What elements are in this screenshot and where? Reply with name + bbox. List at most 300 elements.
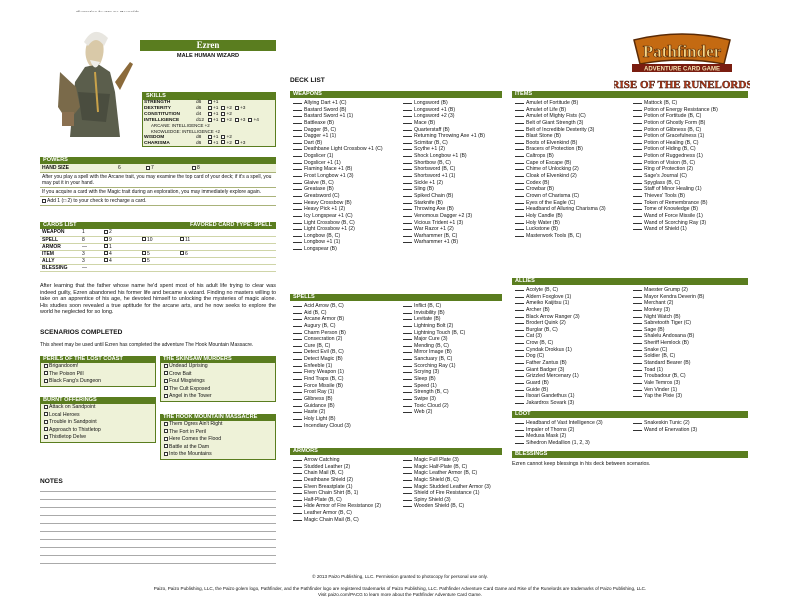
- deck-card-entry[interactable]: [515, 320, 580, 327]
- deck-card-entry[interactable]: [293, 160, 383, 167]
- count-line[interactable]: [633, 166, 642, 170]
- count-line[interactable]: [403, 369, 412, 373]
- count-line[interactable]: [293, 166, 302, 170]
- note-line[interactable]: [40, 539, 276, 540]
- scenario-item[interactable]: [41, 378, 155, 386]
- deck-card-entry[interactable]: [293, 153, 383, 160]
- count-line[interactable]: [293, 113, 302, 117]
- checkbox[interactable]: [104, 258, 108, 262]
- deck-card-entry[interactable]: [403, 490, 491, 497]
- count-line[interactable]: [633, 307, 642, 311]
- deck-card-entry[interactable]: [403, 484, 491, 491]
- deck-card-entry[interactable]: [403, 113, 485, 120]
- deck-card-entry[interactable]: [293, 100, 383, 107]
- checkbox[interactable]: [104, 237, 108, 241]
- count-line[interactable]: [403, 113, 412, 117]
- deck-card-entry[interactable]: [403, 200, 485, 207]
- count-line[interactable]: [403, 497, 412, 501]
- deck-card-entry[interactable]: [633, 100, 718, 107]
- deck-card-entry[interactable]: [293, 517, 381, 524]
- deck-card-entry[interactable]: [293, 220, 383, 227]
- count-line[interactable]: [633, 173, 642, 177]
- checkbox[interactable]: [44, 364, 48, 368]
- scenario-item[interactable]: [161, 393, 275, 401]
- scenario-item[interactable]: [161, 386, 275, 394]
- count-line[interactable]: [293, 376, 302, 380]
- deck-card-entry[interactable]: [293, 323, 351, 330]
- deck-card-entry[interactable]: [515, 120, 606, 127]
- deck-card-entry[interactable]: [403, 323, 465, 330]
- scenario-item[interactable]: [161, 421, 275, 429]
- count-line[interactable]: [633, 427, 642, 431]
- deck-card-entry[interactable]: [633, 153, 718, 160]
- count-line[interactable]: [633, 333, 642, 337]
- deck-card-entry[interactable]: [403, 120, 485, 127]
- deck-card-entry[interactable]: [515, 133, 606, 140]
- count-line[interactable]: [633, 146, 642, 150]
- deck-card-entry[interactable]: [633, 373, 704, 380]
- count-line[interactable]: [515, 420, 524, 424]
- count-line[interactable]: [515, 327, 524, 331]
- count-line[interactable]: [633, 420, 642, 424]
- skill-bonus-option[interactable]: [235, 106, 245, 111]
- checkbox[interactable]: [142, 237, 146, 241]
- checkbox[interactable]: [142, 258, 146, 262]
- count-line[interactable]: [403, 343, 412, 347]
- scenario-item[interactable]: [161, 451, 275, 459]
- checkbox[interactable]: [104, 244, 108, 248]
- count-line[interactable]: [293, 133, 302, 137]
- count-line[interactable]: [293, 517, 302, 521]
- count-line[interactable]: [403, 310, 412, 314]
- checkbox[interactable]: [44, 371, 48, 375]
- deck-card-entry[interactable]: [293, 303, 351, 310]
- deck-card-entry[interactable]: [515, 380, 580, 387]
- count-line[interactable]: [403, 120, 412, 124]
- deck-card-entry[interactable]: [633, 120, 718, 127]
- deck-card-entry[interactable]: [403, 107, 485, 114]
- count-line[interactable]: [403, 166, 412, 170]
- count-line[interactable]: [403, 409, 412, 413]
- checkbox[interactable]: [164, 371, 168, 375]
- deck-card-entry[interactable]: [403, 173, 485, 180]
- deck-card-entry[interactable]: [515, 107, 606, 114]
- deck-card-entry[interactable]: [403, 166, 485, 173]
- deck-card-entry[interactable]: [515, 127, 606, 134]
- checkbox[interactable]: [235, 118, 239, 122]
- checkbox[interactable]: [104, 251, 108, 255]
- count-line[interactable]: [633, 393, 642, 397]
- count-line[interactable]: [633, 340, 642, 344]
- count-line[interactable]: [293, 383, 302, 387]
- checkbox[interactable]: [208, 135, 212, 139]
- count-line[interactable]: [403, 303, 412, 307]
- count-line[interactable]: [403, 206, 412, 210]
- deck-card-entry[interactable]: [633, 113, 718, 120]
- count-line[interactable]: [293, 146, 302, 150]
- checkbox[interactable]: [104, 230, 108, 234]
- count-line[interactable]: [293, 503, 302, 507]
- count-line[interactable]: [403, 186, 412, 190]
- deck-card-entry[interactable]: [403, 127, 485, 134]
- deck-card-entry[interactable]: [293, 180, 383, 187]
- count-line[interactable]: [293, 246, 302, 250]
- count-line[interactable]: [403, 477, 412, 481]
- count-line[interactable]: [403, 464, 412, 468]
- deck-card-entry[interactable]: [633, 333, 704, 340]
- deck-card-entry[interactable]: [293, 246, 383, 253]
- count-line[interactable]: [403, 396, 412, 400]
- count-line[interactable]: [515, 100, 524, 104]
- deck-card-entry[interactable]: [293, 389, 351, 396]
- count-line[interactable]: [403, 200, 412, 204]
- hand-size-option[interactable]: 7: [146, 165, 186, 171]
- checkbox[interactable]: [221, 106, 225, 110]
- count-line[interactable]: [633, 206, 642, 210]
- deck-card-entry[interactable]: [515, 186, 606, 193]
- count-line[interactable]: [403, 213, 412, 217]
- count-line[interactable]: [293, 213, 302, 217]
- note-line[interactable]: [40, 563, 276, 564]
- count-line[interactable]: [293, 484, 302, 488]
- count-line[interactable]: [403, 239, 412, 243]
- deck-card-entry[interactable]: [403, 186, 485, 193]
- deck-card-entry[interactable]: [293, 330, 351, 337]
- checkbox[interactable]: [235, 106, 239, 110]
- scenario-item[interactable]: [161, 371, 275, 379]
- note-line[interactable]: [40, 555, 276, 556]
- count-line[interactable]: [403, 316, 412, 320]
- count-line[interactable]: [403, 180, 412, 184]
- deck-card-entry[interactable]: [403, 213, 485, 220]
- count-line[interactable]: [293, 336, 302, 340]
- deck-card-entry[interactable]: [515, 113, 606, 120]
- deck-card-entry[interactable]: [403, 464, 491, 471]
- deck-card-entry[interactable]: [633, 340, 704, 347]
- checkbox[interactable]: [192, 166, 196, 170]
- checkbox[interactable]: [164, 422, 168, 426]
- checkbox[interactable]: [44, 412, 48, 416]
- count-line[interactable]: [403, 336, 412, 340]
- checkbox[interactable]: [44, 427, 48, 431]
- deck-card-entry[interactable]: [633, 180, 718, 187]
- deck-card-entry[interactable]: [633, 420, 697, 427]
- deck-card-entry[interactable]: [515, 373, 580, 380]
- deck-card-entry[interactable]: [293, 396, 351, 403]
- scenario-item[interactable]: [41, 427, 155, 435]
- deck-card-entry[interactable]: [293, 376, 351, 383]
- count-line[interactable]: [293, 477, 302, 481]
- skill-bonus-option[interactable]: [208, 106, 218, 111]
- count-line[interactable]: [293, 396, 302, 400]
- count-line[interactable]: [633, 327, 642, 331]
- count-line[interactable]: [403, 323, 412, 327]
- count-line[interactable]: [633, 180, 642, 184]
- deck-card-entry[interactable]: [403, 369, 465, 376]
- count-line[interactable]: [293, 100, 302, 104]
- count-line[interactable]: [403, 226, 412, 230]
- count-line[interactable]: [633, 213, 642, 217]
- deck-card-entry[interactable]: [293, 206, 383, 213]
- deck-card-entry[interactable]: [515, 294, 580, 301]
- deck-card-entry[interactable]: [515, 340, 580, 347]
- count-line[interactable]: [403, 484, 412, 488]
- count-line[interactable]: [293, 409, 302, 413]
- checkbox[interactable]: [221, 112, 225, 116]
- count-line[interactable]: [403, 133, 412, 137]
- count-line[interactable]: [403, 107, 412, 111]
- deck-card-entry[interactable]: [633, 107, 718, 114]
- deck-card-entry[interactable]: [633, 307, 704, 314]
- count-line[interactable]: [403, 376, 412, 380]
- count-line[interactable]: [633, 380, 642, 384]
- count-line[interactable]: [515, 373, 524, 377]
- count-line[interactable]: [633, 387, 642, 391]
- count-line[interactable]: [403, 140, 412, 144]
- count-line[interactable]: [633, 360, 642, 364]
- deck-card-entry[interactable]: [403, 457, 491, 464]
- deck-card-entry[interactable]: [403, 503, 491, 510]
- scenario-item[interactable]: [161, 378, 275, 386]
- count-line[interactable]: [515, 433, 524, 437]
- checkbox[interactable]: [208, 112, 212, 116]
- count-line[interactable]: [403, 389, 412, 393]
- count-line[interactable]: [293, 470, 302, 474]
- checkbox[interactable]: [164, 364, 168, 368]
- scenario-item[interactable]: [161, 429, 275, 437]
- deck-card-entry[interactable]: [403, 160, 485, 167]
- deck-card-entry[interactable]: [293, 186, 383, 193]
- deck-card-entry[interactable]: [515, 140, 606, 147]
- deck-card-entry[interactable]: [293, 113, 383, 120]
- deck-card-entry[interactable]: [633, 320, 704, 327]
- scenario-item[interactable]: [161, 436, 275, 444]
- deck-card-entry[interactable]: [515, 193, 606, 200]
- deck-card-entry[interactable]: [293, 409, 351, 416]
- count-line[interactable]: [633, 107, 642, 111]
- count-line[interactable]: [293, 464, 302, 468]
- deck-card-entry[interactable]: [293, 336, 351, 343]
- count-line[interactable]: [633, 347, 642, 351]
- deck-card-entry[interactable]: [403, 477, 491, 484]
- deck-card-entry[interactable]: [633, 173, 718, 180]
- deck-card-entry[interactable]: [293, 140, 383, 147]
- deck-card-entry[interactable]: [633, 193, 718, 200]
- count-line[interactable]: [293, 140, 302, 144]
- count-line[interactable]: [515, 120, 524, 124]
- count-line[interactable]: [515, 200, 524, 204]
- count-line[interactable]: [515, 193, 524, 197]
- count-line[interactable]: [293, 239, 302, 243]
- deck-card-entry[interactable]: [633, 206, 718, 213]
- count-line[interactable]: [293, 316, 302, 320]
- deck-card-entry[interactable]: [293, 343, 351, 350]
- deck-card-entry[interactable]: [403, 316, 465, 323]
- count-line[interactable]: [515, 380, 524, 384]
- deck-card-entry[interactable]: [403, 239, 485, 246]
- deck-card-entry[interactable]: [515, 440, 603, 447]
- deck-card-entry[interactable]: [293, 133, 383, 140]
- hand-size-option[interactable]: 8: [192, 165, 200, 171]
- count-line[interactable]: [293, 120, 302, 124]
- deck-card-entry[interactable]: [515, 226, 606, 233]
- deck-card-entry[interactable]: [293, 484, 381, 491]
- skill-bonus-option[interactable]: [221, 135, 231, 140]
- count-line[interactable]: [293, 510, 302, 514]
- deck-card-entry[interactable]: [515, 220, 606, 227]
- deck-card-entry[interactable]: [633, 146, 718, 153]
- deck-card-entry[interactable]: [633, 393, 704, 400]
- count-line[interactable]: [515, 166, 524, 170]
- deck-card-entry[interactable]: [293, 363, 351, 370]
- deck-card-entry[interactable]: [293, 423, 351, 430]
- checkbox[interactable]: [221, 140, 225, 144]
- deck-card-entry[interactable]: [515, 400, 580, 407]
- count-line[interactable]: [293, 369, 302, 373]
- count-line[interactable]: [515, 393, 524, 397]
- deck-card-entry[interactable]: [293, 239, 383, 246]
- note-line[interactable]: [40, 507, 276, 508]
- checkbox[interactable]: [164, 437, 168, 441]
- note-line[interactable]: [40, 499, 276, 500]
- count-line[interactable]: [515, 387, 524, 391]
- deck-card-entry[interactable]: [515, 160, 606, 167]
- count-line[interactable]: [293, 423, 302, 427]
- deck-card-entry[interactable]: [515, 206, 606, 213]
- deck-card-entry[interactable]: [293, 510, 381, 517]
- checkbox[interactable]: [221, 135, 225, 139]
- count-line[interactable]: [633, 287, 642, 291]
- deck-card-entry[interactable]: [293, 464, 381, 471]
- checkbox[interactable]: [248, 118, 252, 122]
- count-line[interactable]: [515, 320, 524, 324]
- count-line[interactable]: [515, 140, 524, 144]
- scenario-item[interactable]: [41, 434, 155, 442]
- deck-card-entry[interactable]: [515, 314, 580, 321]
- deck-card-entry[interactable]: [633, 287, 704, 294]
- deck-card-entry[interactable]: [403, 310, 465, 317]
- scenario-item[interactable]: [161, 444, 275, 452]
- deck-card-entry[interactable]: [293, 416, 351, 423]
- deck-card-entry[interactable]: [403, 343, 465, 350]
- deck-card-entry[interactable]: [293, 193, 383, 200]
- deck-card-entry[interactable]: [515, 387, 580, 394]
- count-line[interactable]: [293, 173, 302, 177]
- deck-card-entry[interactable]: [515, 393, 580, 400]
- count-line[interactable]: [403, 220, 412, 224]
- scenario-item[interactable]: [41, 412, 155, 420]
- note-line[interactable]: [40, 491, 276, 492]
- count-line[interactable]: [515, 180, 524, 184]
- deck-card-entry[interactable]: [633, 166, 718, 173]
- skill-bonus-option[interactable]: [221, 112, 231, 117]
- deck-card-entry[interactable]: [403, 220, 485, 227]
- count-line[interactable]: [293, 356, 302, 360]
- deck-card-entry[interactable]: [293, 470, 381, 477]
- skill-bonus-option[interactable]: [208, 118, 218, 123]
- count-line[interactable]: [633, 127, 642, 131]
- deck-card-entry[interactable]: [403, 100, 485, 107]
- deck-card-entry[interactable]: [293, 226, 383, 233]
- deck-card-entry[interactable]: [293, 503, 381, 510]
- checkbox[interactable]: [44, 420, 48, 424]
- count-line[interactable]: [515, 440, 524, 444]
- deck-card-entry[interactable]: [515, 100, 606, 107]
- count-line[interactable]: [633, 193, 642, 197]
- skill-bonus-option[interactable]: [235, 118, 245, 123]
- count-line[interactable]: [293, 200, 302, 204]
- deck-card-entry[interactable]: [403, 146, 485, 153]
- checkbox[interactable]: [164, 379, 168, 383]
- checkbox[interactable]: [235, 140, 239, 144]
- count-line[interactable]: [403, 193, 412, 197]
- deck-card-entry[interactable]: [293, 120, 383, 127]
- deck-card-entry[interactable]: [293, 310, 351, 317]
- count-line[interactable]: [515, 427, 524, 431]
- checkbox[interactable]: [44, 435, 48, 439]
- count-line[interactable]: [633, 186, 642, 190]
- deck-card-entry[interactable]: [293, 127, 383, 134]
- note-line[interactable]: [40, 515, 276, 516]
- deck-card-entry[interactable]: [633, 327, 704, 334]
- deck-card-entry[interactable]: [515, 213, 606, 220]
- skill-bonus-option[interactable]: [248, 118, 258, 123]
- count-line[interactable]: [403, 470, 412, 474]
- deck-card-entry[interactable]: [403, 193, 485, 200]
- count-line[interactable]: [293, 220, 302, 224]
- count-line[interactable]: [633, 200, 642, 204]
- deck-card-entry[interactable]: [293, 213, 383, 220]
- skill-bonus-option[interactable]: [221, 106, 231, 111]
- deck-card-entry[interactable]: [293, 490, 381, 497]
- count-line[interactable]: [515, 307, 524, 311]
- checkbox[interactable]: [208, 100, 212, 104]
- count-line[interactable]: [515, 220, 524, 224]
- count-line[interactable]: [515, 226, 524, 230]
- deck-card-entry[interactable]: [633, 387, 704, 394]
- deck-card-entry[interactable]: [515, 166, 606, 173]
- deck-card-entry[interactable]: [515, 287, 580, 294]
- count-line[interactable]: [515, 206, 524, 210]
- count-line[interactable]: [515, 333, 524, 337]
- deck-card-entry[interactable]: [403, 376, 465, 383]
- count-line[interactable]: [633, 226, 642, 230]
- count-line[interactable]: [293, 206, 302, 210]
- deck-card-entry[interactable]: [293, 369, 351, 376]
- count-line[interactable]: [515, 127, 524, 131]
- count-line[interactable]: [293, 363, 302, 367]
- count-line[interactable]: [403, 173, 412, 177]
- deck-card-entry[interactable]: [515, 300, 580, 307]
- deck-card-entry[interactable]: [633, 314, 704, 321]
- count-line[interactable]: [633, 373, 642, 377]
- count-line[interactable]: [403, 457, 412, 461]
- checkbox[interactable]: [44, 405, 48, 409]
- scenario-item[interactable]: [41, 363, 155, 371]
- count-line[interactable]: [403, 233, 412, 237]
- note-line[interactable]: [40, 531, 276, 532]
- deck-card-entry[interactable]: [633, 360, 704, 367]
- count-line[interactable]: [403, 127, 412, 131]
- count-line[interactable]: [293, 186, 302, 190]
- count-line[interactable]: [293, 226, 302, 230]
- deck-card-entry[interactable]: [515, 307, 580, 314]
- count-line[interactable]: [515, 300, 524, 304]
- count-line[interactable]: [515, 133, 524, 137]
- count-line[interactable]: [403, 363, 412, 367]
- checkbox[interactable]: [164, 452, 168, 456]
- deck-card-entry[interactable]: [633, 367, 704, 374]
